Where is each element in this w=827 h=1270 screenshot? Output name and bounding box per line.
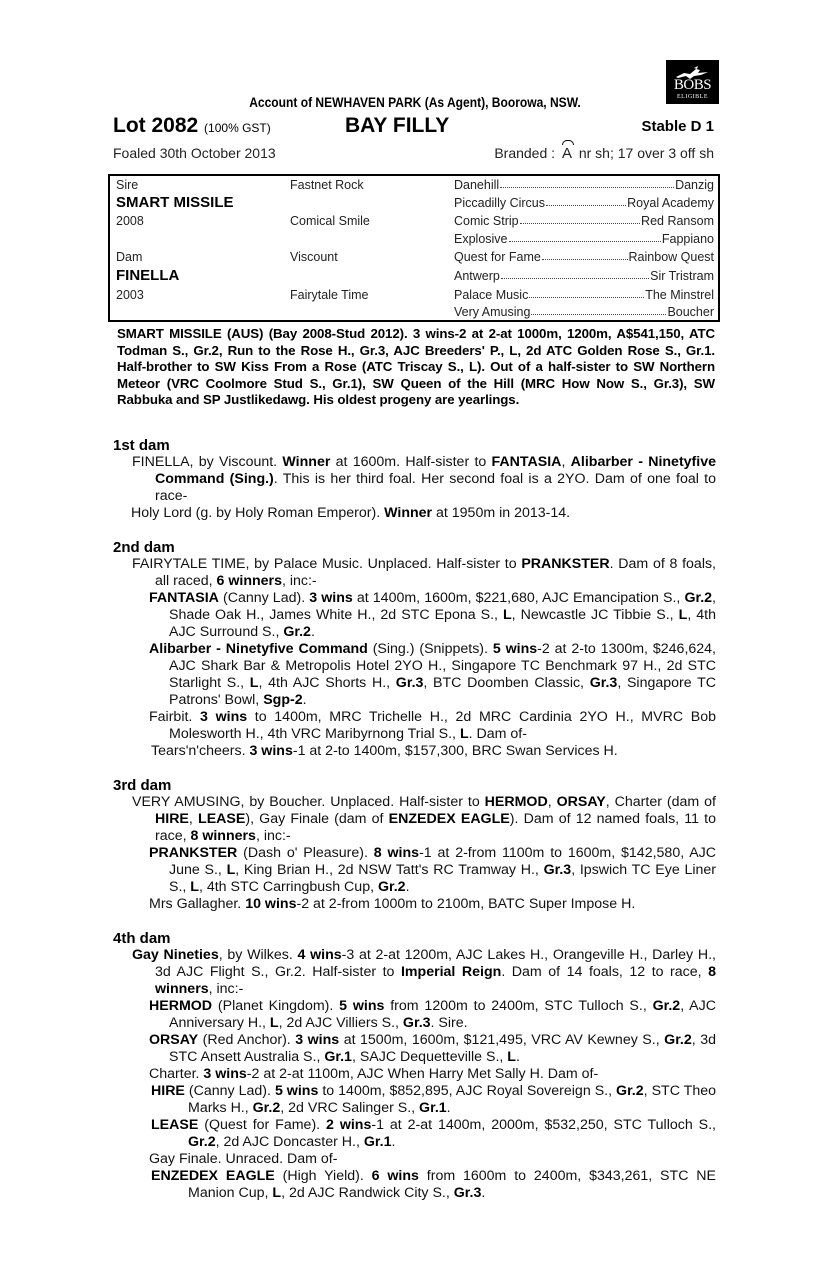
gen3-sire: Rainbow Quest <box>628 250 714 264</box>
bold-text: Gr.2 <box>652 998 681 1014</box>
text: , Singapore TC Patrons' Bowl, <box>169 675 716 708</box>
bold-text: 8 wins <box>373 845 420 861</box>
logo-text: BOBS <box>673 77 712 93</box>
text: -1 at 2-at 1400m, 2000m, $532,250, STC Tulloch S., <box>371 1117 716 1133</box>
text: (Dash o' Pleasure). <box>237 845 374 861</box>
pedigree-paragraph <box>113 454 716 505</box>
section-title: 4th dam <box>113 930 171 947</box>
pedigree-paragraph <box>113 794 716 845</box>
sire-year: 2008 <box>116 214 144 228</box>
pedigree-paragraph <box>113 1083 716 1117</box>
section-1st-dam <box>113 437 716 522</box>
bold-text: L <box>272 1185 282 1201</box>
text: . Dam of 8 foals, all raced, <box>155 556 717 589</box>
text: , 2d AJC Randwick City S., <box>281 1185 454 1201</box>
bold-text: ORSAY <box>149 1032 199 1048</box>
text: Tears'n'cheers. <box>151 743 250 759</box>
text: to 1400m, $852,895, AJC Royal Sovereign S., <box>318 1083 617 1099</box>
bold-text: ENZEDEX EAGLE <box>388 811 510 827</box>
text: , STC Theo Marks H., <box>188 1083 717 1116</box>
text: FINELLA, by Viscount. <box>132 454 283 470</box>
branded-label: Branded : <box>494 145 556 161</box>
pedigree-paragraph <box>113 641 716 709</box>
gen3-horse: Danehill <box>454 178 500 192</box>
text: Holy Lord (g. by Holy Roman Emperor). <box>131 505 385 521</box>
text: . Sire. <box>430 1015 468 1031</box>
text: . <box>481 1185 486 1201</box>
text: , <box>561 454 571 470</box>
pedigree-paragraph <box>113 998 716 1032</box>
bold-text: L <box>502 607 512 623</box>
text: from 1600m to 2400m, $343,261, STC NE Manion Cup, <box>188 1168 716 1201</box>
sire-summary: SMART MISSILE (AUS) (Bay 2008-Stud 2012). 3 wins-2 at 2-at 1000m, 1200m, A$541,150, ATC Todman S., Gr.2, Run to the Rose H., Gr.3, AJC Breeders' P., L, 2d ATC Golden Rose S., Gr.1. Half-brother to SW Kiss From a Rose (ATC Triscay S., L). Out of a half-sister to SW Northern Meteor (VRC Coolmore Stud S., Gr.1), SW Queen of the Hill (MRC How Now S., Gr.3), SW Rabbuka and SP Justlikedawg. His oldest progeny are yearlings. <box>117 326 715 407</box>
pedigree-paragraph <box>113 1032 716 1066</box>
pedigree-gen3-row <box>454 269 714 283</box>
text: Charter. <box>149 1066 204 1082</box>
bold-text: HIRE <box>151 1083 185 1099</box>
sire-name: SMART MISSILE <box>116 194 234 211</box>
text: . <box>310 624 315 640</box>
text: (Sing.) (Snippets). <box>367 641 493 657</box>
sire-label: Sire <box>116 178 139 192</box>
text: , inc:- <box>281 573 317 589</box>
section-body <box>113 454 716 522</box>
text: ). Dam of 12 named foals, 11 to race, <box>155 811 716 844</box>
brand-symbol-icon: A <box>559 145 575 162</box>
bold-text: ORSAY <box>556 794 606 810</box>
bold-text: 10 wins <box>245 896 297 912</box>
pedigree-paragraph <box>113 590 716 641</box>
stable-location: Stable D 1 <box>641 118 714 135</box>
gen3-horse: Quest for Fame <box>454 250 541 264</box>
text: , SAJC Dequetteville S., <box>351 1049 508 1065</box>
section-2nd-dam <box>113 539 716 760</box>
text: . <box>405 879 410 895</box>
section-title: 3rd dam <box>113 777 172 794</box>
bold-text: Gr.2 <box>664 1032 692 1048</box>
bold-text: PRANKSTER <box>521 556 610 572</box>
bold-text: L <box>678 607 688 623</box>
text: (High Yield). <box>274 1168 372 1184</box>
text: . <box>515 1049 520 1065</box>
pedigree-gen2: Fairytale Time <box>290 288 369 302</box>
text: -1 at 2-to 1400m, $157,300, BRC Swan Services H. <box>292 743 618 759</box>
text: ), Gay Finale (dam of <box>245 811 389 827</box>
bold-text: 4 wins <box>297 947 342 963</box>
foaled-date: Foaled 30th October 2013 <box>113 145 276 161</box>
horse-description: BAY FILLY <box>345 114 450 137</box>
branded-detail: nr sh; 17 over 3 off sh <box>578 145 714 161</box>
lot-number <box>113 114 271 140</box>
text: . <box>302 692 307 708</box>
text: (Planet Kingdom). <box>212 998 340 1014</box>
bold-text: 3 wins <box>203 1066 247 1082</box>
bold-text: Gr.3 <box>589 675 618 691</box>
bold-text: L <box>507 1049 516 1065</box>
branding <box>494 145 714 162</box>
bold-text: Gr.3 <box>402 1015 431 1031</box>
gen3-sire: Sir Tristram <box>650 269 714 283</box>
pedigree-gen3-row <box>454 214 714 228</box>
bold-text: Gr.1 <box>419 1100 447 1116</box>
bold-text: Gr.1 <box>363 1134 392 1150</box>
bold-text: ENZEDEX EAGLE <box>151 1168 275 1184</box>
text: at 1950m in 2013-14. <box>432 505 571 521</box>
bold-text: 6 winners <box>216 573 282 589</box>
text: . <box>391 1134 396 1150</box>
bold-text: 8 winners <box>190 828 256 844</box>
text: at 1400m, 1600m, $221,680, AJC Emancipation S., <box>352 590 685 606</box>
pedigree-gen3-row <box>454 232 714 246</box>
bold-text: Gr.2 <box>252 1100 281 1116</box>
pedigree-gen3-row <box>454 178 714 192</box>
text: -2 at 2-from 1000m to 2100m, BATC Super Impose H. <box>296 896 636 912</box>
section-body <box>113 794 716 913</box>
gen3-horse: Very Amusing <box>454 305 531 319</box>
dam-name: FINELLA <box>116 267 180 284</box>
lot-label: Lot 2082 <box>113 114 199 137</box>
bold-text: L <box>459 726 469 742</box>
bold-text: Gr.3 <box>453 1185 482 1201</box>
pedigree-gen2: Comical Smile <box>290 214 370 228</box>
bold-text: HERMOD <box>149 998 213 1014</box>
gen3-sire: The Minstrel <box>645 288 714 302</box>
text: (Quest for Fame). <box>198 1117 327 1133</box>
bold-text: Winner <box>384 505 433 521</box>
pedigree-paragraph <box>113 556 716 590</box>
section-title: 2nd dam <box>113 539 175 556</box>
text: -2 at 2-to 1300m, $246,624, AJC Shark Bar & Metropolis Hotel 2YO H., Singapore TC Benchmark 97 H., 2d STC Starlight S., <box>169 641 716 691</box>
text: , 4th AJC Surround S., <box>169 607 716 640</box>
section-3rd-dam <box>113 777 716 913</box>
pedigree-paragraph <box>113 743 716 760</box>
bold-text: FANTASIA <box>491 454 562 470</box>
text: -3 at 2-at 1200m, AJC Lakes H., Orangeville H., Darley H., 3d AJC Flight S., Gr.2. Half-sister to <box>155 947 716 980</box>
bold-text: Winner <box>282 454 331 470</box>
bold-text: Gr.2 <box>283 624 311 640</box>
text: , by Wilkes. <box>218 947 298 963</box>
pedigree-paragraph <box>113 896 716 913</box>
gen3-horse: Comic Strip <box>454 214 519 228</box>
pedigree-table <box>108 174 720 322</box>
dam-label: Dam <box>116 250 143 264</box>
text: -1 at 2-from 1100m to 1600m, $142,580, AJC June S., <box>169 845 717 878</box>
pedigree-paragraph <box>113 709 716 743</box>
text: (Red Anchor). <box>198 1032 296 1048</box>
bold-text: 2 wins <box>326 1117 372 1133</box>
bold-text: 8 winners <box>155 964 717 997</box>
bold-text: Alibarber - Ninetyfive Command <box>149 641 368 657</box>
pedigree-gen3-row <box>454 250 714 264</box>
bold-text: Gr.2 <box>616 1083 644 1099</box>
text: , King Brian H., 2d NSW Tatt's RC Tramway H., <box>235 862 544 878</box>
pedigree-gen3-row <box>454 196 714 210</box>
pedigree-paragraph <box>113 1168 716 1202</box>
gen3-horse: Palace Music <box>454 288 529 302</box>
gen3-sire: Red Ransom <box>641 214 714 228</box>
section-body <box>113 556 716 760</box>
pedigree-paragraph <box>113 845 716 896</box>
text: , 4th AJC Shorts H., <box>258 675 396 691</box>
text: VERY AMUSING, by Boucher. Unplaced. Half-sister to <box>132 794 485 810</box>
bold-text: L <box>249 675 259 691</box>
text: from 1200m to 2400m, STC Tulloch S., <box>384 998 653 1014</box>
bold-text: L <box>269 1015 279 1031</box>
bold-text: LEASE <box>151 1117 199 1133</box>
bold-text: HERMOD <box>484 794 548 810</box>
bold-text: Gr.1 <box>324 1049 352 1065</box>
pedigree-paragraph <box>113 947 716 998</box>
bold-text: FANTASIA <box>149 590 219 606</box>
bold-text: Alibarber - Ninetyfive Command (Sing.) <box>155 454 717 487</box>
logo-subtext: ELIGIBLE <box>677 94 708 100</box>
text: FAIRYTALE TIME, by Palace Music. Unplaced. Half-sister to <box>132 556 522 572</box>
text: , 4th STC Carringbush Cup, <box>198 879 378 895</box>
text: at 1500m, 1600m, $121,495, VRC AV Kewney S., <box>339 1032 665 1048</box>
dam-year: 2003 <box>116 288 144 302</box>
text: (Canny Lad). <box>184 1083 275 1099</box>
text: , Charter (dam of <box>605 794 717 810</box>
bold-text: Gr.3 <box>395 675 424 691</box>
text: , Shade Oak H., James White H., 2d STC Epona S., <box>169 590 716 623</box>
gen3-sire: Fappiano <box>661 232 714 246</box>
bold-text: PRANKSTER <box>149 845 238 861</box>
pedigree-gen2: Fastnet Rock <box>290 178 364 192</box>
gen3-horse: Antwerp <box>454 269 500 283</box>
text: Gay Finale. Unraced. Dam of- <box>149 1151 338 1167</box>
bold-text: 6 wins <box>371 1168 419 1184</box>
bold-text: 5 wins <box>492 641 538 657</box>
pedigree-gen3-row <box>454 305 714 319</box>
section-title: 1st dam <box>113 437 170 454</box>
gen3-sire: Boucher <box>667 305 714 319</box>
bold-text: L <box>190 879 199 895</box>
text: , 2d AJC Doncaster H., <box>215 1134 364 1150</box>
text: Fairbit. <box>149 709 201 725</box>
text: , 2d VRC Salinger S., <box>280 1100 420 1116</box>
text: , Ipswich TC Eye Liner S., <box>169 862 716 895</box>
bold-text: LEASE <box>198 811 246 827</box>
pedigree-paragraph <box>113 1117 716 1151</box>
text: , <box>547 794 557 810</box>
vendor-account: Account of NEWHAVEN PARK (As Agent), Boorowa, NSW. <box>249 94 581 110</box>
text: , AJC Anniversary H., <box>169 998 716 1031</box>
bold-text: Gr.3 <box>543 862 572 878</box>
text: . <box>446 1100 451 1116</box>
bold-text: Gr.2 <box>188 1134 216 1150</box>
pedigree-gen2: Viscount <box>290 250 338 264</box>
text: at 1600m. Half-sister to <box>330 454 492 470</box>
text: to 1400m, MRC Trichelle H., 2d MRC Cardinia 2YO H., MVRC Bob Molesworth H., 4th VRC Maribyrnong Trial S., <box>169 709 716 742</box>
bold-text: Gr.2 <box>377 879 406 895</box>
section-body <box>113 947 716 1202</box>
text: . This is her third foal. Her second foal is a 2YO. Dam of one foal to race- <box>155 471 717 504</box>
gen3-horse: Piccadilly Circus <box>454 196 545 210</box>
bold-text: 3 wins <box>249 743 293 759</box>
text: , inc:- <box>208 981 244 997</box>
text: , <box>188 811 199 827</box>
bold-text: Gay Nineties <box>132 947 219 963</box>
bold-text: Sgp-2 <box>263 692 303 708</box>
text: Mrs Gallagher. <box>149 896 246 912</box>
bold-text: 3 wins <box>200 709 248 725</box>
text: . Dam of 14 foals, 12 to race, <box>501 964 709 980</box>
gst-note: (100% GST) <box>204 121 271 135</box>
gen3-horse: Explosive <box>454 232 508 246</box>
text: . Dam of- <box>468 726 527 742</box>
pedigree-paragraph <box>113 1151 716 1168</box>
pedigree-paragraph <box>113 1066 716 1083</box>
bold-text: HIRE <box>155 811 189 827</box>
text: (Canny Lad). <box>218 590 310 606</box>
text: -2 at 2-at 1100m, AJC When Harry Met Sally H. Dam of- <box>246 1066 599 1082</box>
bold-text: 3 wins <box>309 590 353 606</box>
bold-text: L <box>226 862 236 878</box>
pedigree-paragraph <box>113 505 716 522</box>
text: , Newcastle JC Tibbie S., <box>511 607 679 623</box>
bold-text: Imperial Reign <box>400 964 502 980</box>
gen3-sire: Royal Academy <box>627 196 714 210</box>
bold-text: 3 wins <box>295 1032 340 1048</box>
section-4th-dam <box>113 930 716 1202</box>
text: , BTC Doomben Classic, <box>423 675 590 691</box>
gen3-sire: Danzig <box>675 178 714 192</box>
text: , 3d STC Ansett Australia S., <box>169 1032 716 1065</box>
pedigree-gen3-row <box>454 288 714 302</box>
text: , 2d AJC Villiers S., <box>278 1015 403 1031</box>
text: , inc:- <box>255 828 291 844</box>
bold-text: 5 wins <box>339 998 385 1014</box>
bold-text: Gr.2 <box>684 590 713 606</box>
bold-text: 5 wins <box>274 1083 319 1099</box>
